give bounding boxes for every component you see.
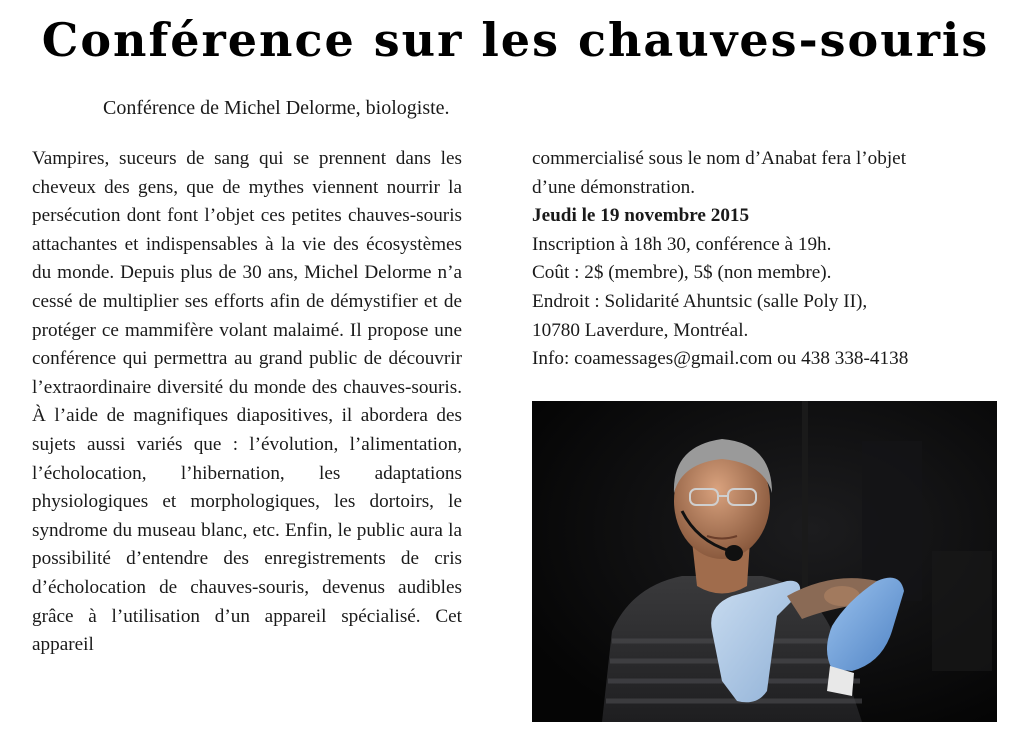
left-column: [32, 145, 462, 660]
continuation-line-2: d’une démonstration.: [532, 176, 696, 198]
speaker-photo: [532, 401, 997, 722]
event-contact: Info: coamessages@gmail.com ou 438 338-4138: [532, 348, 909, 370]
right-column: [532, 145, 1002, 374]
continuation-line-1: commercialisé sous le nom d’Anabat fera l’objet: [532, 148, 907, 169]
poster-title: Conférence sur les chauves-souris: [41, 13, 990, 67]
event-address: 10780 Laverdure, Montréal.: [532, 319, 749, 341]
speaker-subtitle: Conférence de Michel Delorme, biologiste.: [103, 97, 450, 119]
event-schedule: Inscription à 18h 30, conférence à 19h.: [532, 233, 832, 255]
event-venue: Endroit : Solidarité Ahuntsic (salle Poly II),: [532, 290, 868, 312]
speaker-photo-illustration: [532, 401, 997, 722]
description-paragraph: Vampires, suceurs de sang qui se prennent dans les cheveux des gens, que de mythes viennent nourrir la persécution dont font l’objet ces petites chauves-souris attachantes et indispensables à la vie des écosystèmes du monde. Depuis plus de 30 ans, Michel Delorme n’a cessé de multiplier ses efforts afin de démystifier et de protéger ce mammifère volant malaimé. Il propose une conférence qui permettra au grand public de découvrir l’extraordinaire diversité du monde des chauves-souris. À l’aide de magnifiques diapositives, il abordera des sujets aussi variés que : l’évolution, l’alimentation, l’écholocation, l’hibernation, les adaptations physiologiques et morphologiques, les dortoirs, le syndrome du museau blanc, etc. Enfin, le public aura la possibilité d’entendre des enregistrements de cris d’écholocation de chauves-souris, devenus audibles grâce à l’utilisation d’un appareil spécialisé. Cet appareil: [32, 148, 462, 656]
event-cost: Coût : 2$ (membre), 5$ (non membre).: [532, 262, 832, 284]
event-date: Jeudi le 19 novembre 2015: [532, 205, 750, 227]
